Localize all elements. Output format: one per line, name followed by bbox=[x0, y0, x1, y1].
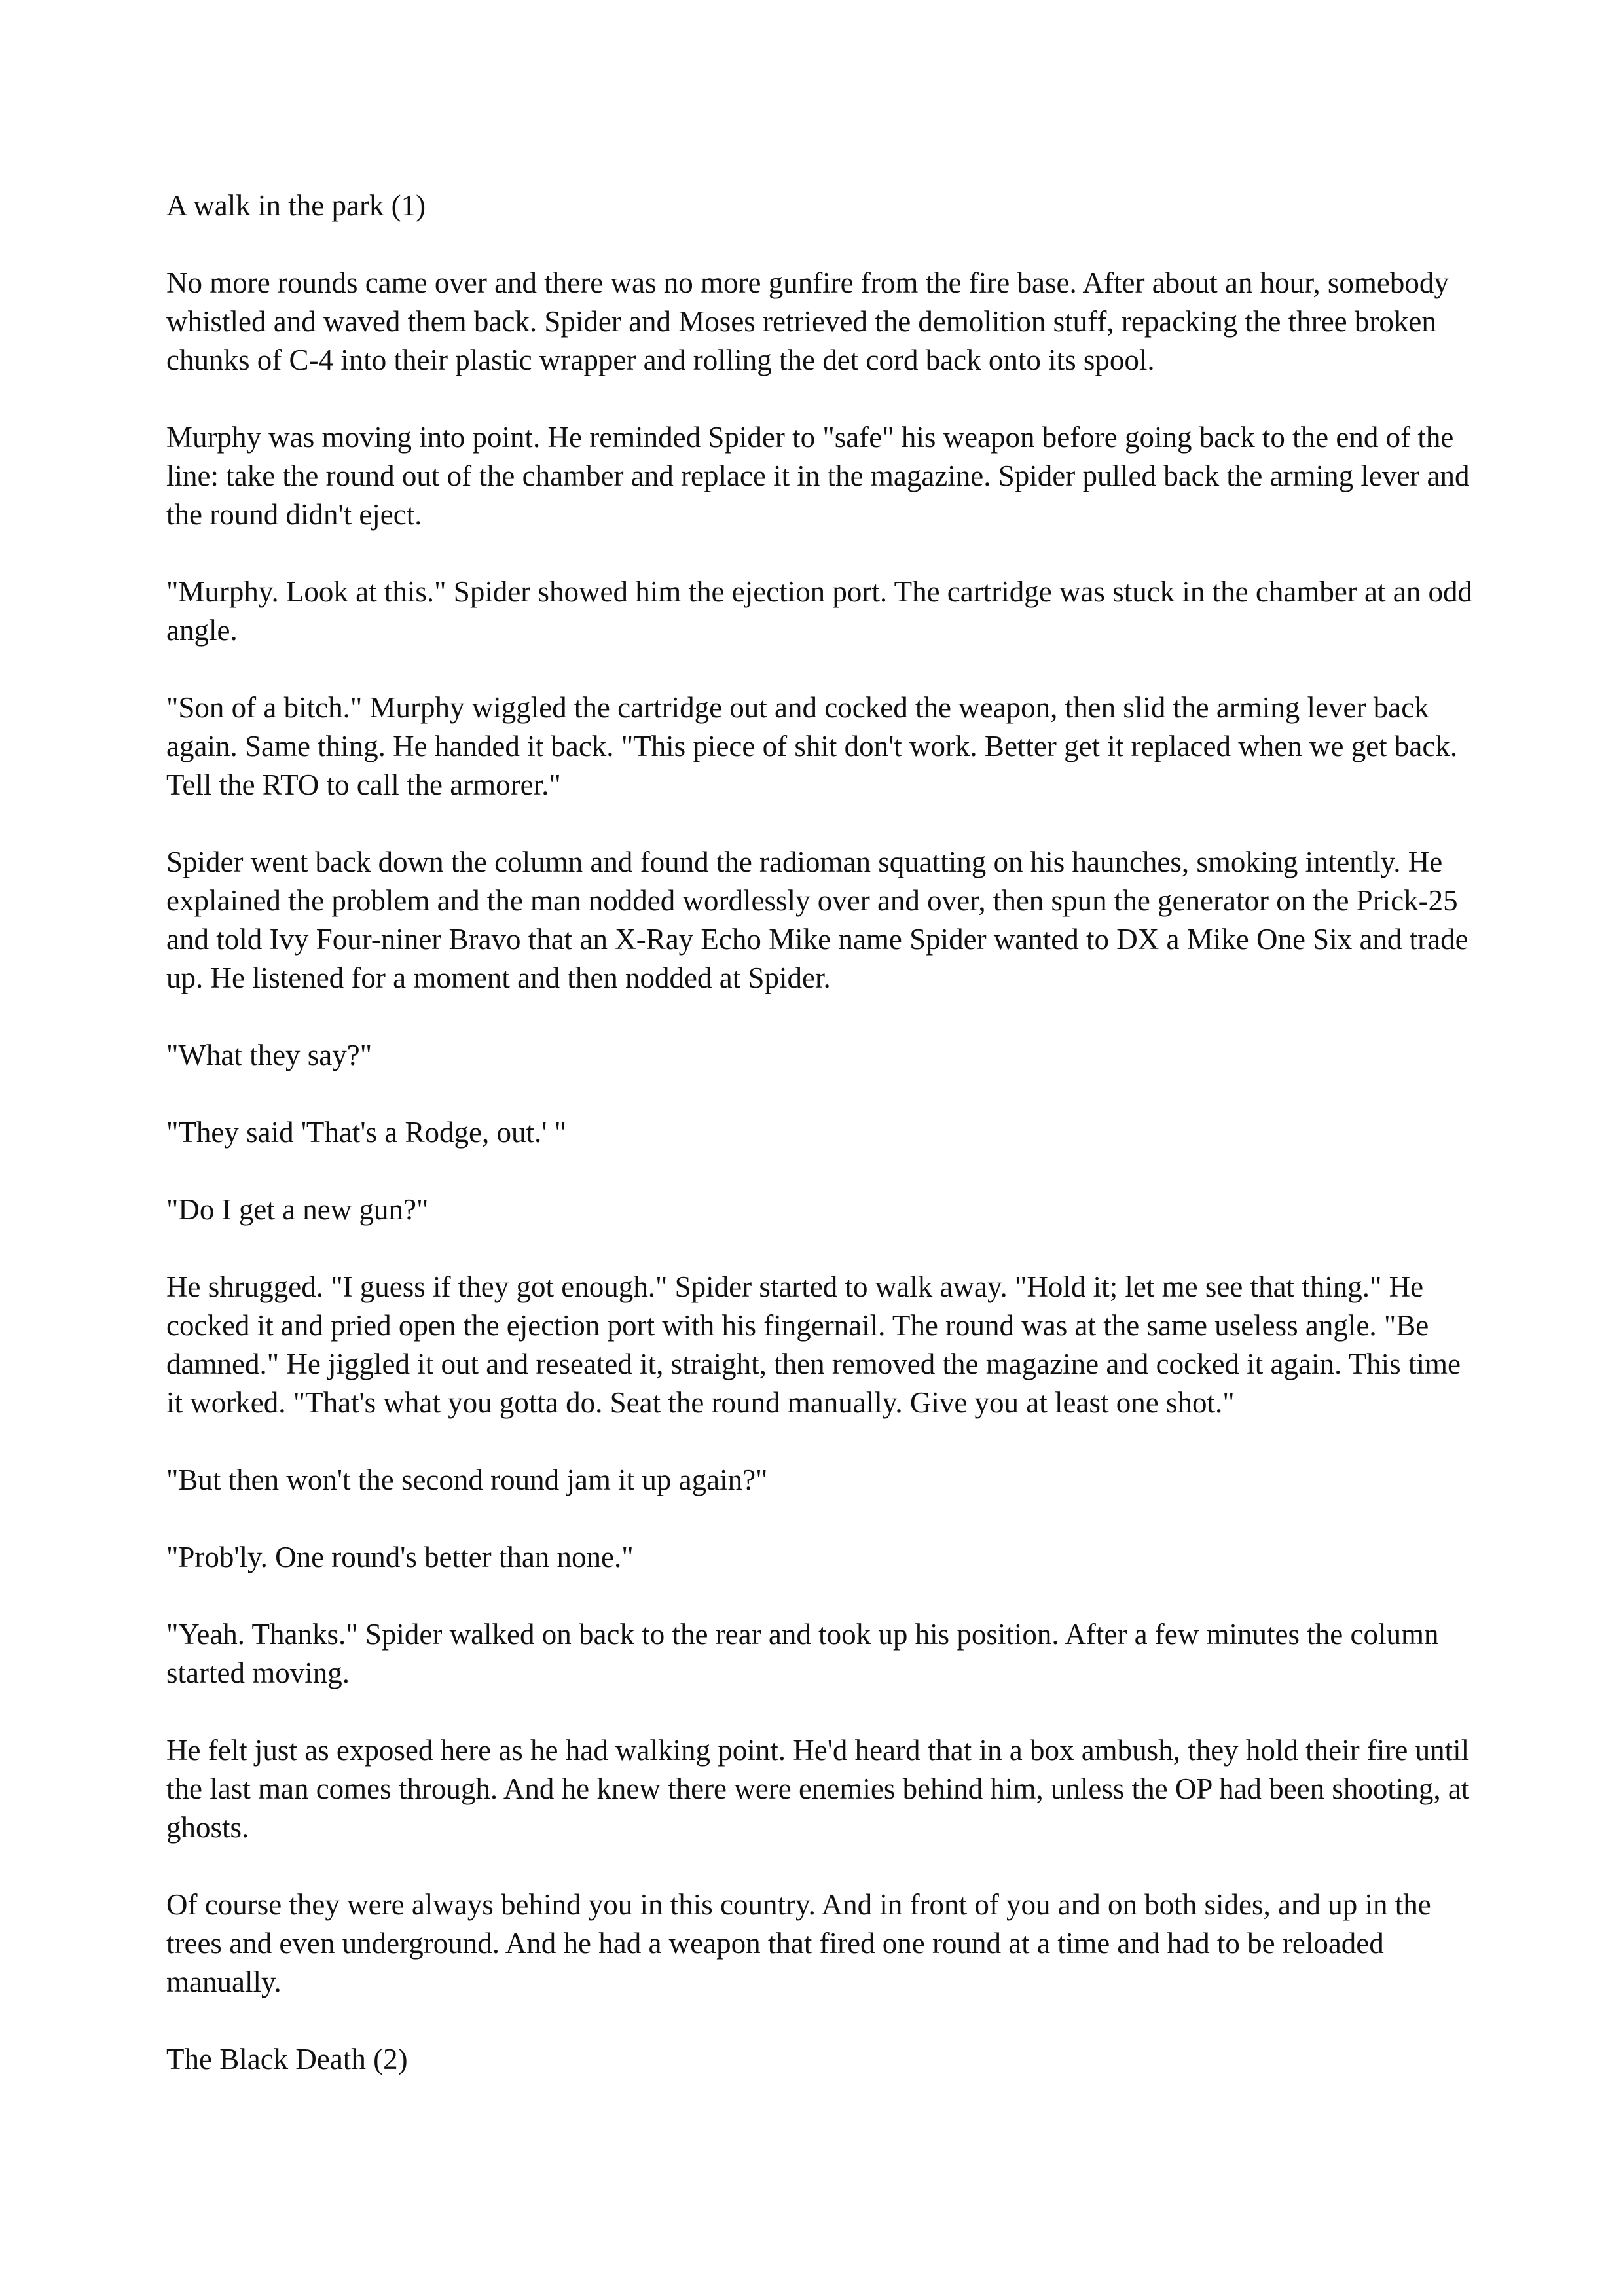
paragraph: Murphy was moving into point. He reminded Spider to "safe" his weapon before going back to the end of the line: take the round out of the chamber and replace it in the magazine. Spider pulled back the arming lever and the round didn't eject. bbox=[166, 421, 1470, 531]
document-page bbox=[166, 187, 1476, 2117]
paragraph: "Murphy. Look at this." Spider showed him the ejection port. The cartridge was stuck in the chamber at an odd angle. bbox=[166, 575, 1473, 647]
paragraph: "What they say?" bbox=[166, 1039, 373, 1071]
paragraph: "Prob'ly. One round's better than none." bbox=[166, 1541, 634, 1573]
paragraph: He felt just as exposed here as he had walking point. He'd heard that in a box ambush, they hold their fire until the last man comes through. And he knew there were enemies behind him, unless the OP had been shooting, at ghosts. bbox=[166, 1734, 1470, 1844]
paragraph: He shrugged. "I guess if they got enough." Spider started to walk away. "Hold it; let me see that thing." He cocked it and pried open the ejection port with his fingernail. The round was at the same useless angle. "Be damned." He jiggled it out and reseated it, straight, then removed the magazine and cocked it again. This time it worked. "That's what you gotta do. Seat the round manually. Give you at least one shot." bbox=[166, 1270, 1461, 1419]
chapter-heading: A walk in the park (1) bbox=[166, 189, 426, 222]
paragraph: "But then won't the second round jam it up again?" bbox=[166, 1463, 768, 1496]
paragraph: "Son of a bitch." Murphy wiggled the cartridge out and cocked the weapon, then slid the arming lever back again. Same thing. He handed it back. "This piece of shit don't work. Better get it replaced when we get back. Tell the RTO to call the armorer." bbox=[166, 691, 1458, 801]
paragraph: "Yeah. Thanks." Spider walked on back to the rear and took up his position. After a few minutes the column started moving. bbox=[166, 1618, 1439, 1689]
paragraph: Spider went back down the column and found the radioman squatting on his haunches, smoking intently. He explained the problem and the man nodded wordlessly over and over, then spun the generator on the Prick-25 and told Ivy Four-niner Bravo that an X-Ray Echo Mike name Spider wanted to DX a Mike One Six and trade up. He listened for a moment and then nodded at Spider. bbox=[166, 846, 1468, 994]
paragraph: No more rounds came over and there was no more gunfire from the fire base. After about an hour, somebody whistled and waved them back. Spider and Moses retrieved the demolition stuff, repacking the three broken chunks of C-4 into their plastic wrapper and rolling the det cord back onto its spool. bbox=[166, 266, 1449, 376]
paragraph: "They said 'That's a Rodge, out.' " bbox=[166, 1116, 566, 1149]
chapter-heading: The Black Death (2) bbox=[166, 2043, 408, 2075]
paragraph: "Do I get a new gun?" bbox=[166, 1193, 429, 1226]
paragraph: Of course they were always behind you in this country. And in front of you and on both sides, and up in the trees and even underground. And he had a weapon that fired one round at a time and had to be reloaded manually. bbox=[166, 1888, 1431, 1998]
